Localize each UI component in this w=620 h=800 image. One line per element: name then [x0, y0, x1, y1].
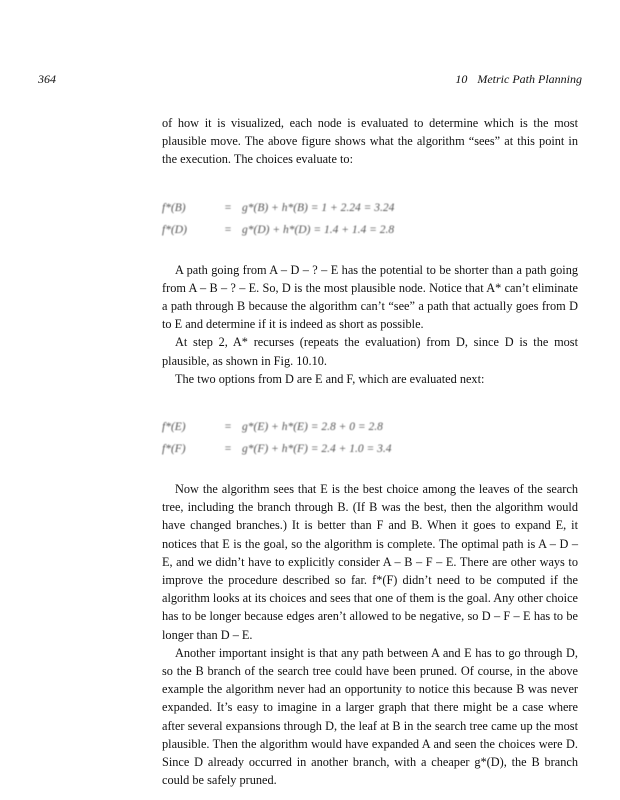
paragraph-4: The two options from D are E and F, which are evaluated next:	[175, 371, 485, 386]
paragraph-3: At step 2, A* recurses (repeats the evaluation) from D, since D is the most plausible, as shown in Fig. 10.10.	[162, 335, 578, 368]
paragraph-6: Another important insight is that any path between A and E has to go through D, so the B branch of the search tree could have been pruned. Of course, in the above example the algorithm never had an opportunity to notice this because B was never expanded. It’s easy to imagine in a larger graph that there might be a case where after several expansions through D, the leaf at B in the search tree came up the most plausible. Then the algorithm would have expanded A and seen the choices were D. Since D already occurred in another branch, with a cheaper g*(D), the B branch could be safely pruned.	[162, 645, 578, 788]
equation-row	[162, 197, 578, 219]
equals-sign: =	[224, 421, 232, 434]
equation-lhs: f*(D)	[162, 223, 187, 236]
equation-lhs: f*(E)	[162, 421, 186, 434]
equation-block-2	[162, 416, 578, 460]
equation-row	[162, 416, 578, 438]
equals-sign: =	[224, 201, 232, 214]
equation-lhs: f*(B)	[162, 201, 186, 214]
equation-rhs: g*(B) + h*(B) = 1 + 2.24 = 3.24	[242, 201, 395, 214]
paragraph-2: A path going from A – D – ? – E has the potential to be shorter than a path going from A – B – ? – E. So, D is the most plausible node. Notice that A* can’t eliminate a path through B because the algorithm can’t “see” a path that actually goes from D to E and determine if it is indeed as short as possible.	[162, 262, 578, 332]
equation-row	[162, 438, 578, 460]
paragraph-1: of how it is visualized, each node is evaluated to determine which is the most plausible move. The above figure shows what the algorithm “sees” at this point in the execution. The choices evaluate to:	[162, 116, 578, 167]
equals-sign: =	[224, 223, 232, 236]
chapter-heading	[455, 72, 582, 87]
equals-sign: =	[224, 443, 232, 456]
paragraph-5: Now the algorithm sees that E is the best choice among the leaves of the search tree, including the branch through B. (If B was the best, then the algorithm would have changed branches.) It is better than F and B. When it goes to expand E, it notices that E is the goal, so the algorithm is complete. The optimal path is A – D – E, and we didn’t have to explicitly consider A – B – F – E. There are other ways to improve the procedure described so far. f*(F) didn’t need to be computed if the algorithm looks at its choices and sees that one of them is the goal. Any other choice has to be longer because edges aren’t allowed to be negative, so D – F – E has to be longer than D – E.	[162, 482, 578, 642]
equation-block-1	[162, 197, 578, 241]
equation-lhs: f*(F)	[162, 443, 186, 456]
page-body	[162, 114, 578, 789]
equation-row	[162, 219, 578, 241]
equation-rhs: g*(D) + h*(D) = 1.4 + 1.4 = 2.8	[242, 223, 395, 236]
running-header	[38, 72, 582, 92]
equation-rhs: g*(F) + h*(F) = 2.4 + 1.0 = 3.4	[242, 443, 392, 456]
equation-rhs: g*(E) + h*(E) = 2.8 + 0 = 2.8	[242, 421, 383, 434]
page-number: 364	[38, 72, 56, 86]
chapter-title: Metric Path Planning	[477, 72, 582, 86]
chapter-number: 10	[455, 72, 468, 86]
